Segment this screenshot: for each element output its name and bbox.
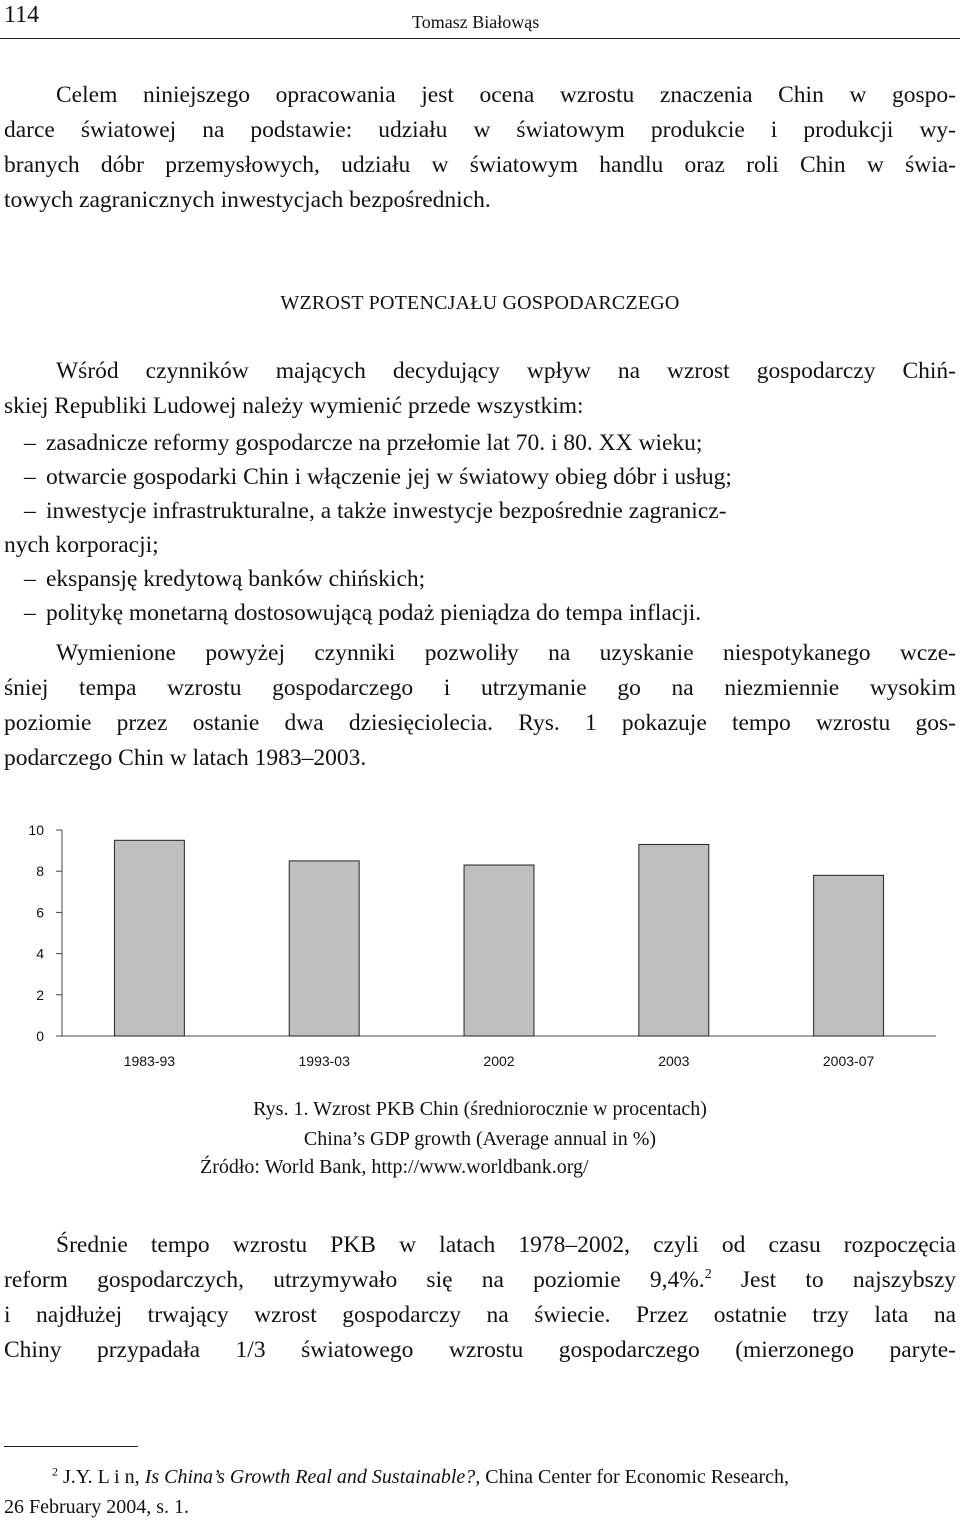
summary-line: podarczego Chin w latach 1983–2003.	[4, 745, 367, 771]
bar	[464, 865, 534, 1036]
list-item-text: zasadnicze reformy gospodarcze na przełomie lat 70. i 80. XX wieku;	[46, 430, 703, 456]
section-intro-line: Wśród czynników mających decydujący wpływ na wzrost gospodarczy Chiń-	[56, 358, 956, 384]
section-heading: WZROST POTENCJAŁU GOSPODARCZEGO	[280, 292, 680, 314]
list-item-text: inwestycje infrastrukturalne, a także inwestycje bezpośrednie zagranicz-	[46, 498, 727, 524]
y-tick-label: 4	[36, 945, 44, 962]
footnote	[4, 1462, 956, 1522]
closing-line: i najdłużej trwający wzrost gospodarczy na świecie. Przez ostatnie trzy lata na	[4, 1302, 956, 1328]
summary-line: poziomie przez ostanie dwa dziesięciolecia. Rys. 1 pokazuje tempo wzrostu gos-	[4, 710, 956, 736]
page-number: 114	[4, 2, 40, 28]
section-intro-paragraph	[4, 354, 956, 424]
y-tick-label: 10	[28, 822, 44, 838]
running-header-author: Tomasz Białowąs	[412, 12, 540, 32]
footnote-author: J.Y. L i n,	[63, 1466, 145, 1488]
summary-line: Wymienione powyżej czynniki pozwoliły na uzyskanie niespotykanego wcze-	[56, 640, 956, 666]
x-tick-label: 2003	[658, 1053, 690, 1069]
gdp-growth-chart	[0, 816, 960, 1086]
intro-paragraph	[4, 78, 956, 218]
x-tick-label: 2003-07	[822, 1053, 875, 1069]
bar-chart-svg	[0, 816, 960, 1086]
section-intro-line: skiej Republiki Ludowej należy wymienić przede wszystkim:	[4, 393, 584, 419]
header-rule	[0, 38, 960, 39]
y-tick-label: 0	[36, 1028, 44, 1044]
footnote-publisher: China Center for Economic Research,	[480, 1466, 790, 1488]
summary-paragraph	[4, 636, 956, 776]
list-item-text: nych korporacji;	[4, 532, 159, 558]
list-item-text: ekspansję kredytową banków chińskich;	[46, 566, 426, 592]
list-item: – zasadnicze reformy gospodarcze na przełomie lat 70. i 80. XX wieku;	[24, 430, 703, 456]
intro-line: towych zagranicznych inwestycjach bezpośrednich.	[4, 187, 491, 213]
figure-caption-english: China’s GDP growth (Average annual in %)	[303, 1128, 657, 1150]
footnote-title: Is China’s Growth Real and Sustainable?,	[144, 1466, 481, 1488]
intro-line: Celem niniejszego opracowania jest ocena wzrostu znaczenia Chin w gospo-	[56, 82, 956, 108]
bar	[814, 875, 884, 1036]
y-tick-label: 6	[36, 904, 44, 921]
closing-line: Chiny przypadała 1/3 światowego wzrostu gospodarczego (mierzonego paryte-	[4, 1337, 956, 1363]
list-item-text: otwarcie gospodarki Chin i włączenie jej w światowy obieg dóbr i usług;	[46, 464, 732, 490]
closing-line: reform gospodarczych, utrzymywało się na poziomie 9,4%.$^2$ Jest to najszybszy	[4, 1267, 957, 1293]
list-item-text: politykę monetarną dostosowującą podaż pieniądza do tempa inflacji.	[46, 600, 702, 626]
footnote-rule	[4, 1446, 138, 1447]
footnote-number: 2	[52, 1464, 58, 1479]
list-item: – otwarcie gospodarki Chin i włączenie jej w światowy obieg dóbr i usług;	[24, 464, 732, 490]
list-item-continuation	[4, 528, 956, 562]
list-item: – politykę monetarną dostosowującą podaż pieniądza do tempa inflacji.	[24, 600, 702, 626]
x-tick-label: 1993-03	[298, 1053, 350, 1069]
factor-list	[4, 426, 956, 630]
bar	[289, 861, 359, 1036]
list-item: – ekspansję kredytową banków chińskich;	[24, 566, 426, 592]
closing-paragraph	[4, 1228, 956, 1368]
bar	[114, 840, 184, 1036]
x-tick-label: 2002	[483, 1053, 515, 1069]
footnote-ref[interactable]: 2	[704, 1267, 712, 1283]
figure-caption: Rys. 1. Wzrost PKB Chin (średniorocznie w procentach)	[253, 1098, 707, 1120]
list-item: – inwestycje infrastrukturalne, a także inwestycje bezpośrednie zagranicz-	[24, 498, 727, 524]
x-tick-label: 1983-93	[123, 1053, 176, 1069]
summary-line: śniej tempa wzrostu gospodarczego i utrzymanie go na niezmiennie wysokim	[4, 675, 956, 701]
y-tick-label: 2	[36, 986, 44, 1003]
intro-line: branych dóbr przemysłowych, udziału w światowym handlu oraz roli Chin w świa-	[4, 152, 956, 178]
figure-source: Źródło: World Bank, http://www.worldbank.org/	[200, 1156, 589, 1178]
intro-line: darce światowej na podstawie: udziału w światowym produkcie i produkcji wy-	[4, 117, 956, 143]
footnote-date: 26 February 2004, s. 1.	[4, 1496, 189, 1518]
bar	[639, 844, 709, 1036]
y-tick-label: 8	[36, 863, 44, 880]
closing-line: Średnie tempo wzrostu PKB w latach 1978–2002, czyli od czasu rozpoczęcia	[56, 1232, 956, 1258]
